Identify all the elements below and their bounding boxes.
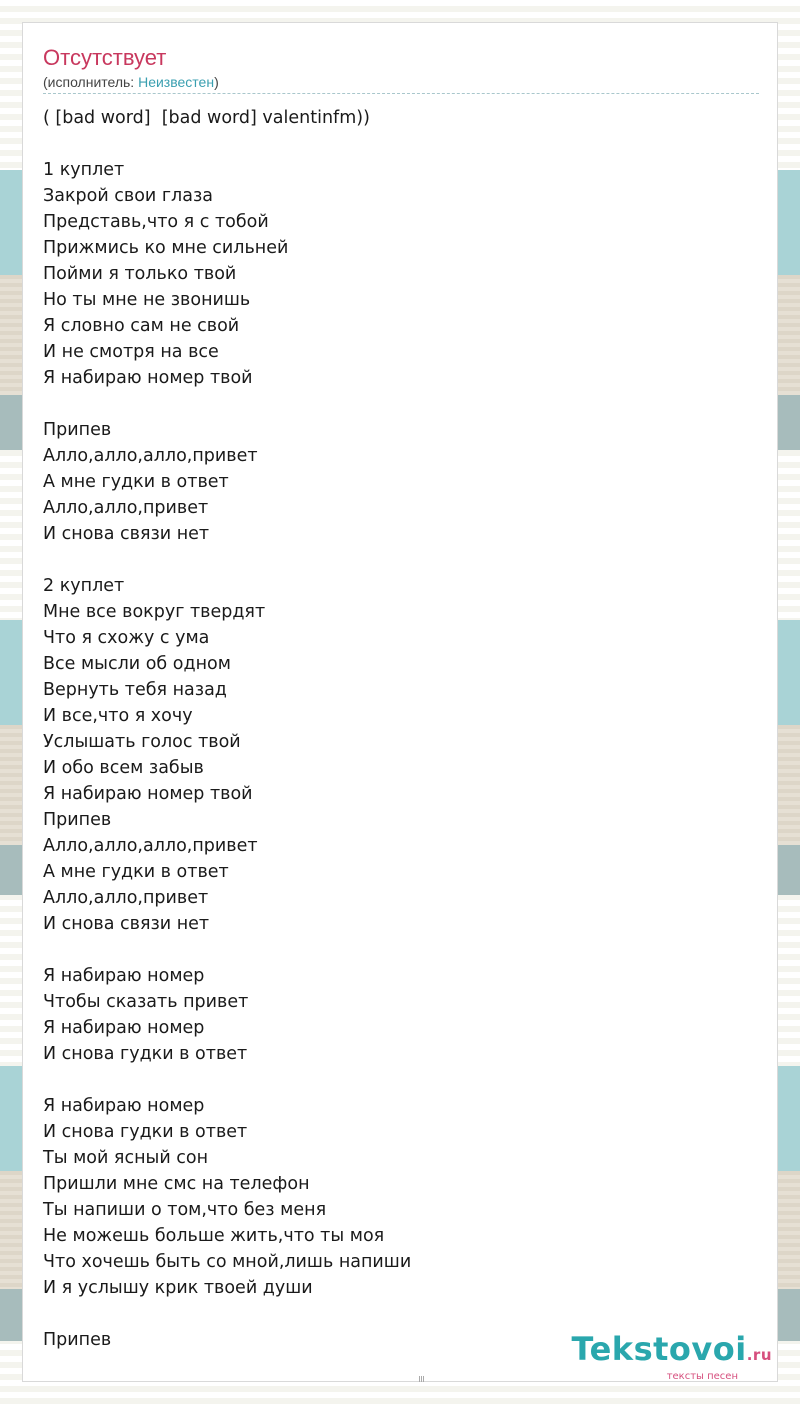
lyrics-card — [22, 22, 778, 1382]
logo-wordmark — [572, 1332, 772, 1372]
artist-prefix: (исполнитель: — [43, 74, 139, 90]
song-title: Отсутствует — [43, 45, 167, 70]
logo-domain-suffix: .ru — [746, 1346, 772, 1364]
title-divider — [43, 93, 759, 94]
site-logo[interactable] — [572, 1332, 772, 1382]
lyrics-text: ( [bad word] [bad word] valentinfm)) 1 куплет Закрой свои глаза Представь,что я с тобой Прижмись ко мне сильней Пойми я только твой Но ты мне не звонишь Я словно сам не свой И не смотря на все Я набираю номер твой Припев Алло,алло,алло,привет А мне гудки в ответ Алло,алло,привет И снова связи нет 2 куплет Мне все вокруг твердят Что я схожу с ума Все мысли об одном Вернуть тебя назад И все,что я хочу Услышать голос твой И обо всем забыв Я набираю номер твой Припев Алло,алло,алло,привет А мне гудки в ответ Алло,алло,привет И снова связи нет Я набираю номер Чтобы сказать привет Я набираю номер И снова гудки в ответ Я набираю номер И снова гудки в ответ Ты мой ясный сон Пришли мне смс на телефон Ты напиши о том,что без меня Не можешь больше жить,что ты моя Что хочешь быть со мной,лишь напиши И я услышу крик твоей души Припев — [43, 108, 412, 1350]
logo-main-text: Tekstovoi — [571, 1330, 747, 1368]
artist-link[interactable]: Неизвестен — [138, 74, 215, 90]
resize-grip-icon — [419, 1376, 425, 1382]
artist-suffix: ) — [214, 74, 219, 90]
artist-line — [43, 74, 219, 90]
logo-tagline: тексты песен — [666, 1371, 738, 1382]
